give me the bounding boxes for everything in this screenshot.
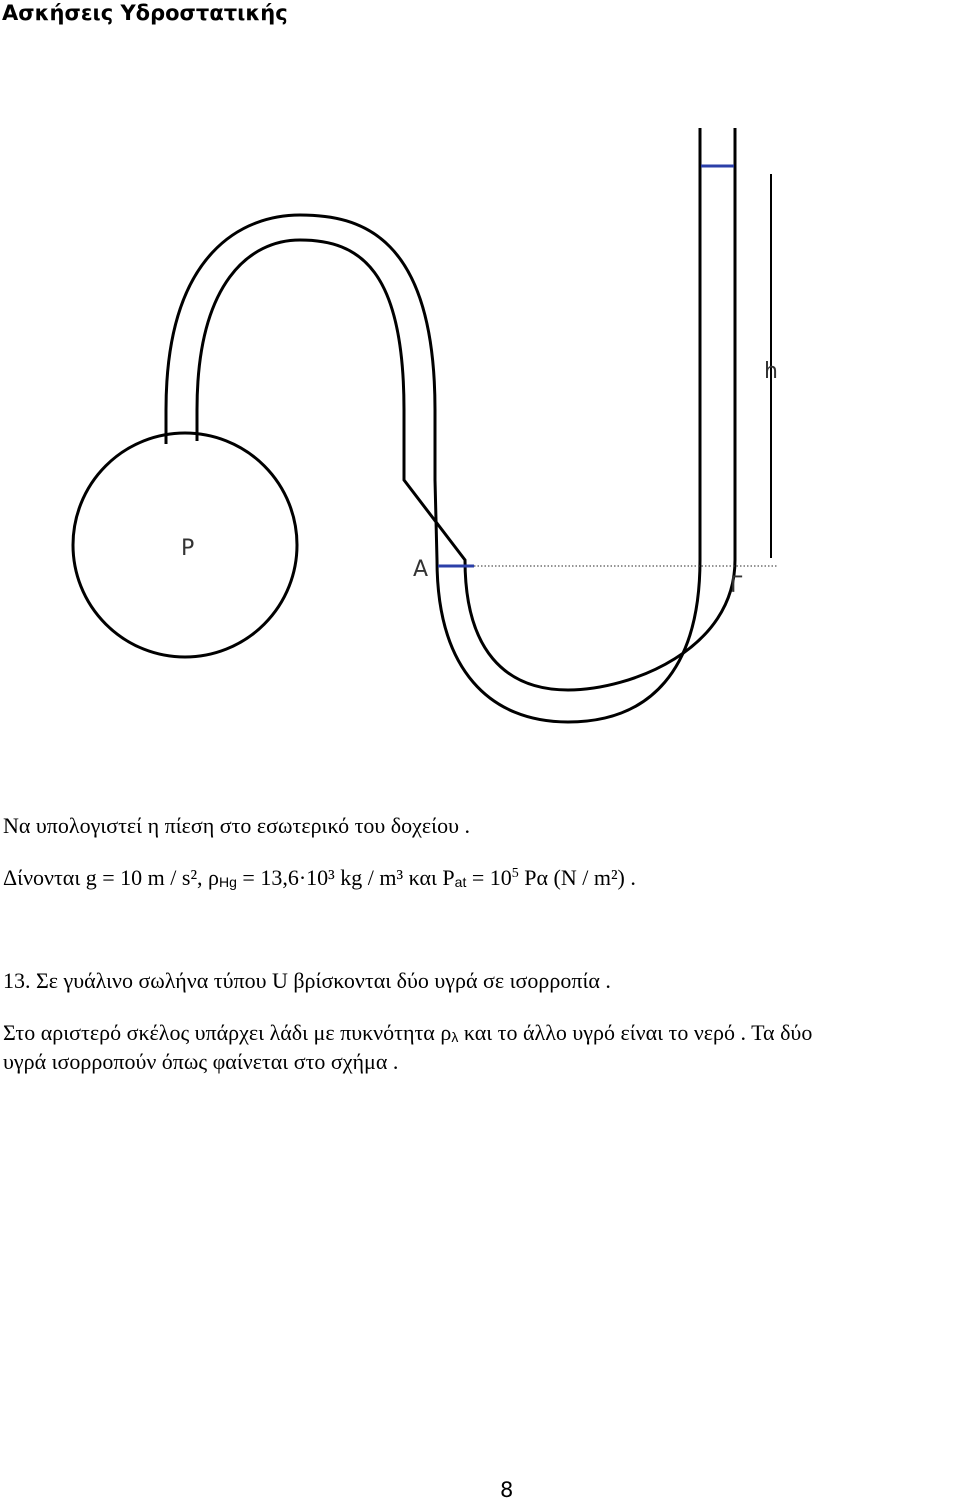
givens-eq: = 10 bbox=[466, 865, 512, 890]
problem-13-line-2 bbox=[3, 1018, 812, 1048]
givens-suffix: Pα (N / m²) . bbox=[518, 865, 636, 890]
label-height: h bbox=[764, 359, 778, 384]
label-point-g: Γ bbox=[730, 573, 743, 598]
label-pressure: P bbox=[181, 536, 195, 561]
tube-outer-wall bbox=[166, 128, 700, 722]
givens-mid: = 13,6·10³ kg / m³ και P bbox=[236, 865, 455, 890]
givens-exponent: 5 bbox=[511, 866, 519, 881]
line2-rho-sub: λ bbox=[451, 1029, 459, 1045]
givens-p-sub: at bbox=[454, 874, 467, 890]
problem-13-line-1: 13. Σε γυάλινο σωλήνα τύπου U βρίσκονται δύο υγρά σε ισορροπία . bbox=[3, 968, 611, 993]
page-header-title: Ασκήσεις Υδροστατικής bbox=[2, 1, 288, 25]
label-point-a: A bbox=[413, 557, 429, 582]
page-number: 8 bbox=[500, 1478, 514, 1502]
line2-suffix: και το άλλο υγρό είναι το νερό . Τα δύο bbox=[458, 1020, 813, 1045]
problem-12-question: Να υπολογιστεί η πίεση στο εσωτερικό του δοχείου . bbox=[3, 813, 470, 838]
line2-prefix: Στο αριστερό σκέλος υπάρχει λάδι με πυκνότητα ρ bbox=[3, 1020, 452, 1045]
givens-prefix: Δίνονται g = 10 m / s², ρ bbox=[3, 865, 220, 890]
givens-rho-sub: Hg bbox=[219, 874, 237, 890]
problem-12-givens bbox=[3, 863, 636, 893]
problem-13-line-3: υγρά ισορροπούν όπως φαίνεται στο σχήμα . bbox=[3, 1049, 399, 1074]
